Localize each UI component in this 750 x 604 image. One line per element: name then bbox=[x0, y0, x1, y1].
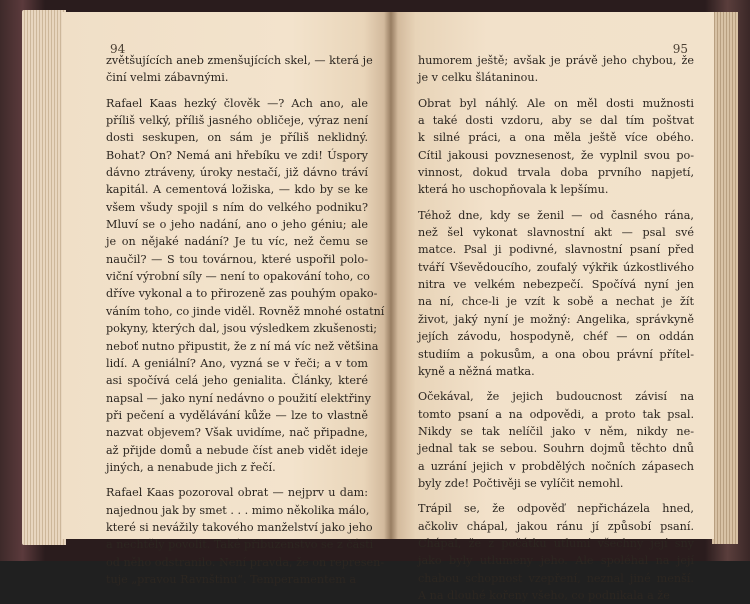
text-line: na ní, chce-li je vzít k sobě a nechat je žít bbox=[418, 295, 694, 309]
text-line: byly zde! Počtivěji se vylíčit nemohl. bbox=[418, 476, 624, 490]
text-line: dříve vykonal a to přirozeně zas pouhým opako- bbox=[106, 287, 378, 301]
text-line: Chápal, že z počátku utlumí všechny její sny bbox=[418, 536, 694, 550]
text-line: činí velmi zábavnými. bbox=[106, 71, 229, 85]
text-line: váním toho, co jinde viděl. Rovněž mnohé ostatní bbox=[106, 304, 385, 318]
text-line: je v celku šlátaninou. bbox=[418, 71, 539, 85]
text-line: matce. Psal ji podivné, slavnostní psaní před bbox=[418, 243, 694, 257]
paragraph bbox=[418, 388, 694, 492]
paragraph bbox=[106, 95, 385, 477]
text-line: dávno ztráveny, úroky nestačí, již dávno tráví bbox=[106, 166, 368, 180]
paragraph bbox=[418, 500, 694, 604]
text-line: Cítil jakousi povznesenost, že vyplnil svou po- bbox=[418, 148, 694, 162]
right-page bbox=[390, 12, 714, 602]
text-line: asi spočívá celá jeho genialita. Články, které bbox=[106, 374, 368, 388]
text-line: která ho uschopňovala k lepšímu. bbox=[418, 183, 609, 197]
text-line: tomto psaní a na odpovědi, a proto tak psal. bbox=[418, 407, 694, 421]
text-line: Rafael Kaas hezký člověk —? Ach ano, ale bbox=[106, 96, 368, 110]
text-line: napsal — jako nyní nedávno o použití elektřiny bbox=[106, 391, 371, 405]
text-line: k silné práci, a ona měla ještě více obého. bbox=[418, 131, 694, 145]
text-line: zvětšujících aneb zmenšujících skel, — která je bbox=[106, 54, 373, 67]
left-page bbox=[62, 12, 390, 586]
text-line: pokyny, kterých dal, jsou výsledkem zkušenosti; bbox=[106, 322, 378, 336]
text-line: při pečení a vydělávání kůže — lze to vlastně bbox=[106, 408, 368, 422]
text-line: dosti seskupen, on sám je příliš neklidný. bbox=[106, 131, 368, 145]
text-line: všem všudy spojil s ním do velkého podniku? bbox=[106, 200, 368, 214]
text-line: Trápil se, že odpověď nepřicházela hned, bbox=[418, 502, 694, 516]
text-line: a uzrání jejich v probdělých nočních zápasech bbox=[418, 459, 694, 473]
text-line: a také dosti vzdoru, aby se dal tím poštvat bbox=[418, 114, 694, 128]
text-line: Obrat byl náhlý. Ale on měl dosti mužnosti bbox=[418, 96, 694, 110]
text-line: Rafael Kaas pozoroval obrat — nejprv u dam: bbox=[106, 486, 368, 500]
text-line: A na dlouhé kořeny všeho, co podnikala a že bbox=[418, 588, 670, 602]
text-line: od něho odstranilo. Není pravda, že on represen- bbox=[106, 555, 385, 569]
text-line: příliš velký, příliš jasného obličeje, výraz není bbox=[106, 114, 368, 128]
text-line: kapitál. A cementová ložiska, — kdo by se ke bbox=[106, 183, 368, 197]
text-line: kyně a něžná matka. bbox=[418, 364, 535, 378]
text-line: Mluví se o jeho nadání, ano o jeho géniu; ale bbox=[106, 218, 368, 232]
text-line: jejích závodu, hospodyně, chéf — on oddán bbox=[418, 330, 694, 344]
right-page-text bbox=[418, 52, 694, 604]
text-line: ačkoliv chápal, jakou ránu jí způsobí psaní. bbox=[418, 519, 694, 533]
left-page-edges bbox=[22, 10, 66, 545]
text-line: studiím a pokusům, a ona obou právní přítel- bbox=[418, 347, 694, 361]
text-line: naučil? — S tou továrnou, které uspořil polo- bbox=[106, 252, 368, 266]
right-page-number: 95 bbox=[672, 42, 688, 56]
text-line: tváří Vševědoucího, zoufalý výkřik úzkostlivého bbox=[418, 260, 694, 274]
left-page-text bbox=[106, 52, 385, 588]
text-line: než šel vykonat slavnostní akt — psal své bbox=[418, 226, 694, 240]
text-line: chabou schopnost vzepření, neznal jiné menší. bbox=[418, 571, 694, 585]
text-line: Očekával, že jejich budoucnost závisí na bbox=[418, 390, 694, 404]
text-line: humorem ještě; avšak je právě jeho chybou, že bbox=[418, 54, 694, 67]
text-line: a nechtěly povolit. Také příbuzenstvo se z části bbox=[106, 538, 374, 552]
text-line: Téhož dne, kdy se ženil — od časného rána, bbox=[418, 208, 694, 222]
book-gutter bbox=[384, 12, 398, 539]
text-line: neboť nutno připustit, že z ní má víc než většina bbox=[106, 339, 379, 353]
text-line: nazvat objevem? Však uvidíme, nač připadne, bbox=[106, 426, 368, 440]
text-line: které si nevážily takového manželství jako jeho bbox=[106, 520, 373, 534]
text-line: vinnost, dokud trvala doba prvního napjetí, bbox=[418, 166, 694, 180]
text-line: najednou jak by smet . . . mimo několika málo, bbox=[106, 503, 370, 517]
text-line: viční výrobní síly — není to opakování toho, co bbox=[106, 270, 370, 284]
text-line: Nikdy se tak nelíčil jako v něm, nikdy ne- bbox=[418, 424, 694, 438]
right-page-edges bbox=[712, 12, 738, 544]
text-line: jiných, a nenabude jich z řečí. bbox=[106, 460, 276, 474]
text-line: nitra ve velkém nebezpečí. Spočívá nyní jen bbox=[418, 278, 694, 292]
left-page-number: 94 bbox=[110, 42, 126, 56]
text-line: až přijde domů a nebude číst aneb vidět ideje bbox=[106, 443, 368, 457]
paragraph bbox=[106, 52, 373, 87]
paragraph bbox=[106, 484, 385, 588]
paragraph bbox=[418, 52, 694, 87]
text-line: jako byly utlumeny jeho. Ale spoléhal na její bbox=[418, 554, 694, 568]
text-line: Bohat? On? Nemá ani hřebíku ve zdi! Úspory bbox=[106, 148, 368, 162]
paragraph bbox=[418, 207, 694, 380]
text-line: lidí. A geniální? Ano, vyzná se v řeči; a v tom bbox=[106, 356, 368, 370]
text-line: jednal tak se sebou. Souhrn dojmů těchto dnů bbox=[418, 442, 694, 456]
text-line: je on nějaké nadání? Je tu víc, než čemu se bbox=[106, 235, 368, 249]
paragraph bbox=[418, 95, 694, 199]
text-line: tuje „pravou Ravnštinu“. Temperamentem a bbox=[106, 572, 357, 586]
text-line: život, jaký nyní je možný: Angelika, správkyně bbox=[418, 312, 694, 326]
